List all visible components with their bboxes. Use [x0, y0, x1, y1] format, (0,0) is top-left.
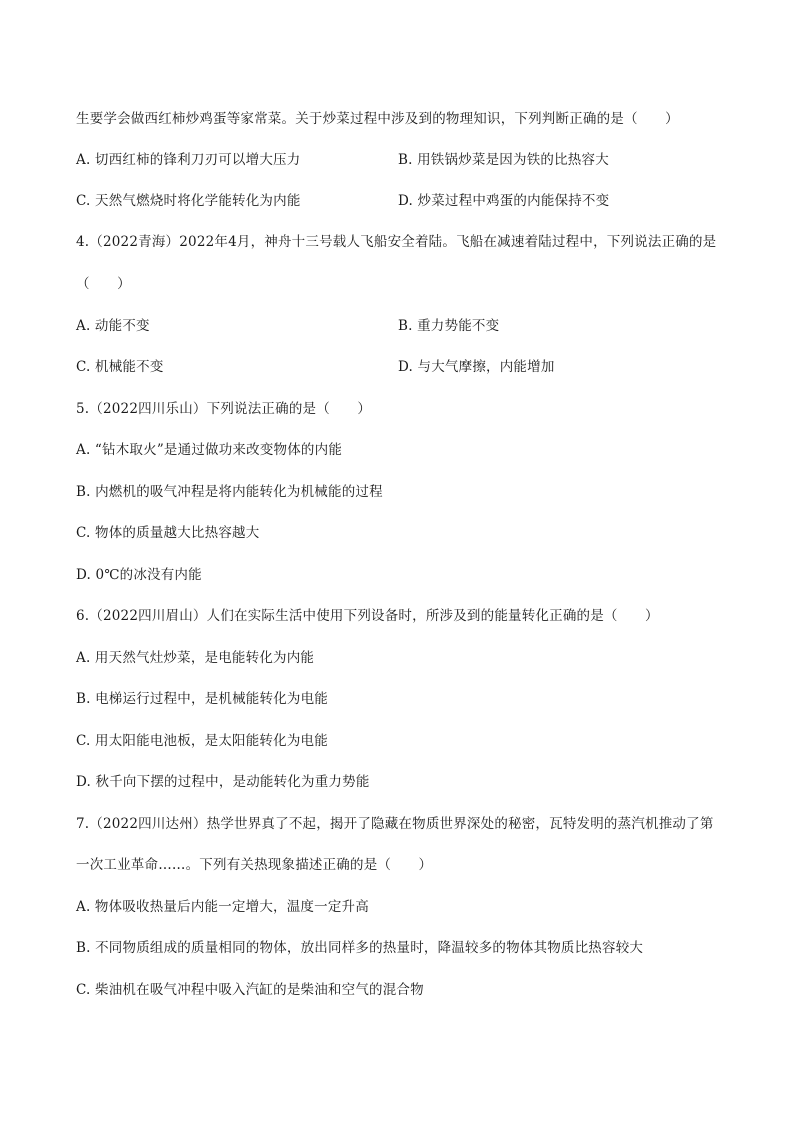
q3-option-d: D. 炒菜过程中鸡蛋的内能保持不变 [398, 193, 610, 209]
q3-option-a: A. 切西红柿的锋利刀刃可以增大压力 [76, 152, 301, 168]
q5-option-d: D. 0℃的冰没有内能 [76, 567, 202, 583]
q7-stem: 7.（2022四川达州）热学世界真了不起，揭开了隐藏在物质世界深处的秘密，瓦特发明的蒸汽机推动了第 [76, 816, 714, 832]
q6-option-d: D. 秋千向下摆的过程中，是动能转化为重力势能 [76, 774, 370, 790]
q4-option-b: B. 重力势能不变 [398, 318, 500, 334]
q6-option-c: C. 用太阳能电池板，是太阳能转化为电能 [76, 733, 328, 749]
q7-option-c: C. 柴油机在吸气冲程中吸入汽缸的是柴油和空气的混合物 [76, 982, 424, 998]
q6-stem: 6.（2022四川眉山）人们在实际生活中使用下列设备时，所涉及到的能量转化正确的是（ ） [76, 608, 659, 624]
q7-option-a: A. 物体吸收热量后内能一定增大，温度一定升高 [76, 899, 369, 915]
q5-option-b: B. 内燃机的吸气冲程是将内能转化为机械能的过程 [76, 484, 383, 500]
q6-option-a: A. 用天然气灶炒菜，是电能转化为内能 [76, 650, 315, 666]
q5-option-c: C. 物体的质量越大比热容越大 [76, 525, 260, 541]
q4-option-c: C. 机械能不变 [76, 359, 164, 375]
q3-stem-continued: 生要学会做西红柿炒鸡蛋等家常菜。关于炒菜过程中涉及到的物理知识，下列判断正确的是（ ） [76, 111, 679, 127]
q4-stem-bracket: （ ） [76, 276, 131, 292]
q7-stem-continued: 一次工业革命……。下列有关热现象描述正确的是（ ） [76, 857, 433, 873]
q4-option-d: D. 与大气摩擦，内能增加 [398, 359, 555, 375]
q5-option-a: A. “钻木取火”是通过做功来改变物体的内能 [76, 442, 343, 458]
q6-option-b: B. 电梯运行过程中，是机械能转化为电能 [76, 691, 329, 707]
q4-stem: 4.（2022青海）2022年4月，神舟十三号载人飞船安全着陆。飞船在减速着陆过程中，下列说法正确的是 [76, 234, 717, 250]
q4-option-a: A. 动能不变 [76, 318, 150, 334]
q5-stem: 5.（2022四川乐山）下列说法正确的是（ ） [76, 401, 372, 417]
q3-option-b: B. 用铁锅炒菜是因为铁的比热容大 [398, 152, 609, 168]
q3-option-c: C. 天然气燃烧时将化学能转化为内能 [76, 193, 301, 209]
q7-option-b: B. 不同物质组成的质量相同的物体，放出同样多的热量时，降温较多的物体其物质比热容较大 [76, 940, 644, 956]
